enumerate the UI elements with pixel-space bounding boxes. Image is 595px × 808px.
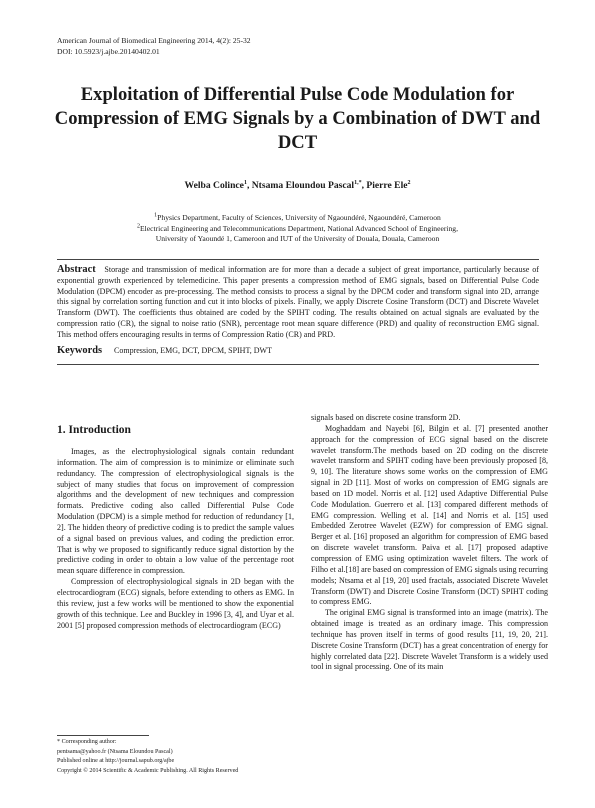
abstract: [57, 265, 539, 341]
footnote-rule: [57, 735, 149, 736]
left-column: [57, 413, 294, 631]
abstract-top-rule: [57, 259, 539, 260]
author-list: [50, 180, 545, 191]
paragraph: Moghaddam and Nayebi [6], Bilgin et al. [7] presented another approach for the compression of ECG signal based on the discrete wavelet transform.The methods based on 2D coding on the discrete wavelet transform and SPIHT coding have been previously proposed [8, 9, 10]. The literature shows some works on the compression of EMG signal in 2D [11]. Most of works on compression of EMG signals are based on 1D model. Norris et al. [12] used Adaptive Differential Pulse Code Modulation. Guerrero et al. [13] compared different methods of EMG compression. Welling et al. [14] and Norris et al. [15] used Embedded Zerotree Wavelet (EZW) for compression of EMG signal. Berger et al. [16] proposed an algorithm for compression of EMG based on discrete wavelet transform. Paiva et al. [17] proposed adaptive compression of EMG using optimization wavelet filters. The work of Filho et al.[18] are based on compression of EMG signals using recurring models; Ntsama et al [19, 20] used fractals, associated Discrete Wavelet Transform (DWT) and Discrete Cosine Transform (DCT) SPIHT coding to compress EMG.: [311, 423, 548, 607]
affiliation-2: Electrical Engineering and Telecommunications Department, National Advanced School of Engineering,: [140, 223, 458, 233]
author-3-affil: 2: [407, 179, 411, 186]
footnote-corresponding: * Corresponding author:: [57, 739, 117, 745]
abstract-label: Abstract: [57, 264, 96, 275]
affiliation-2-cont: University of Yaoundé 1, Cameroon and IUT of the University of Douala, Douala, Cameroon: [155, 234, 440, 243]
author-2-affil: 1,*: [354, 179, 362, 186]
journal-doi: DOI: 10.5923/j.ajbe.20140402.01: [57, 46, 160, 56]
section-heading: 1. Introduction: [57, 424, 131, 436]
paragraph: signals based on discrete cosine transform 2D.: [311, 413, 461, 422]
right-column: [311, 413, 548, 673]
author-2: Ntsama Eloundou Pascal: [251, 180, 355, 191]
abstract-bottom-rule: [57, 364, 539, 365]
keywords-label: Keywords: [57, 345, 103, 356]
paper-title: Exploitation of Differential Pulse Code Modulation for Compression of EMG Signals by a Combination of DWT and DCT: [54, 84, 541, 153]
abstract-text: Storage and transmission of medical information are for more than a decade a subject of great importance, particularly because of exponential growth experienced by telemedicine. This paper presents a compression method of EMG signals, based on Differential Pulse Code Modulation (DPCM) encoder as pre-processing. The method consists to process a signal by the DPCM coder and transform signal into 2D, arrange this signal by correlation sorting function and cut it into blocks of pixels. Finally, we apply Discrete Cosine Transform (DCT) and Discrete Wavelet Transform (DWT). The coefficients thus obtained are coded by the SPIHT coding. The results obtained on actual signals are evaluated by the compression ratio (CR), the signal to noise ratio (SNR), percentage root mean square difference (PRD) and quality of reconstruction EMG signal. This method offers encouraging results in terms of Compression Ratio (CR) and PRD.: [57, 265, 539, 339]
author-separator: ,: [246, 180, 252, 191]
footnote-copyright: Copyright © 2014 Scientific & Academic Publishing. All Rights Reserved: [57, 767, 239, 774]
author-separator: ,: [361, 180, 367, 191]
footnote: [57, 738, 294, 776]
footnote-email: pentsama@yahoo.fr (Ntsama Eloundou Pascal): [57, 748, 173, 755]
affiliation-1-mark: 1: [154, 212, 158, 219]
paragraph: Compression of electrophysiological signals in 2D began with the electrocardiogram (ECG) signals, before extending to others as EMG. In this review, just a few works will be mentioned to show the exponential growth of this technique. Lee and Buckley in 1996 [3, 4], and Uyar et al. 2001 [5] proposed compression methods of electrocardiogram (ECG): [57, 577, 294, 630]
author-1-affil: 1: [243, 179, 247, 186]
author-3: Pierre Ele: [366, 180, 408, 191]
paragraph: The original EMG signal is transformed into an image (matrix). The obtained image is treated as an ordinary image. This compression technique has proven itself in terms of good results [11, 19, 20, 21]. Discrete Cosine Transform (DCT) has a great concentration of energy for highly correlated data [22]. Discrete Wavelet Transform is a widely used tool in signal processing. One of its main: [311, 608, 548, 672]
journal-header: [57, 36, 251, 57]
paragraph: Images, as the electrophysiological signals contain redundant information. The aim of compression is to minimize or eliminate such redundancy. The compression of electrophysiological signals is the subject of many studies that focus on improvement of compression algorithms and the development of new techniques and compression formats. Predictive coding also called Differential Pulse Code Modulation (DPCM) is a simple method for reduction of redundancy [1, 2]. The hidden theory of predictive coding is to predict the sample values of a signal based on previous values, and coding the prediction error. That is why we proposed to significantly reduce signal distortion by the predictive coding in order to obtain a low value of the percentage root mean square difference in compression.: [57, 447, 294, 576]
affiliation-1: Physics Department, Faculty of Sciences, University of Ngaoundéré, Ngaoundéré, Cameroon: [157, 213, 441, 222]
footnote-published: Published online at http://journal.sapub.org/ajbe: [57, 758, 175, 765]
affiliation-2-mark: 2: [137, 222, 141, 229]
journal-citation: American Journal of Biomedical Engineering 2014, 4(2): 25-32: [57, 36, 251, 45]
keywords-text: Compression, EMG, DCT, DPCM, SPIHT, DWT: [114, 346, 272, 355]
affiliations: [60, 213, 535, 245]
keywords: [57, 345, 539, 356]
author-1: Welba Colince: [184, 180, 244, 191]
